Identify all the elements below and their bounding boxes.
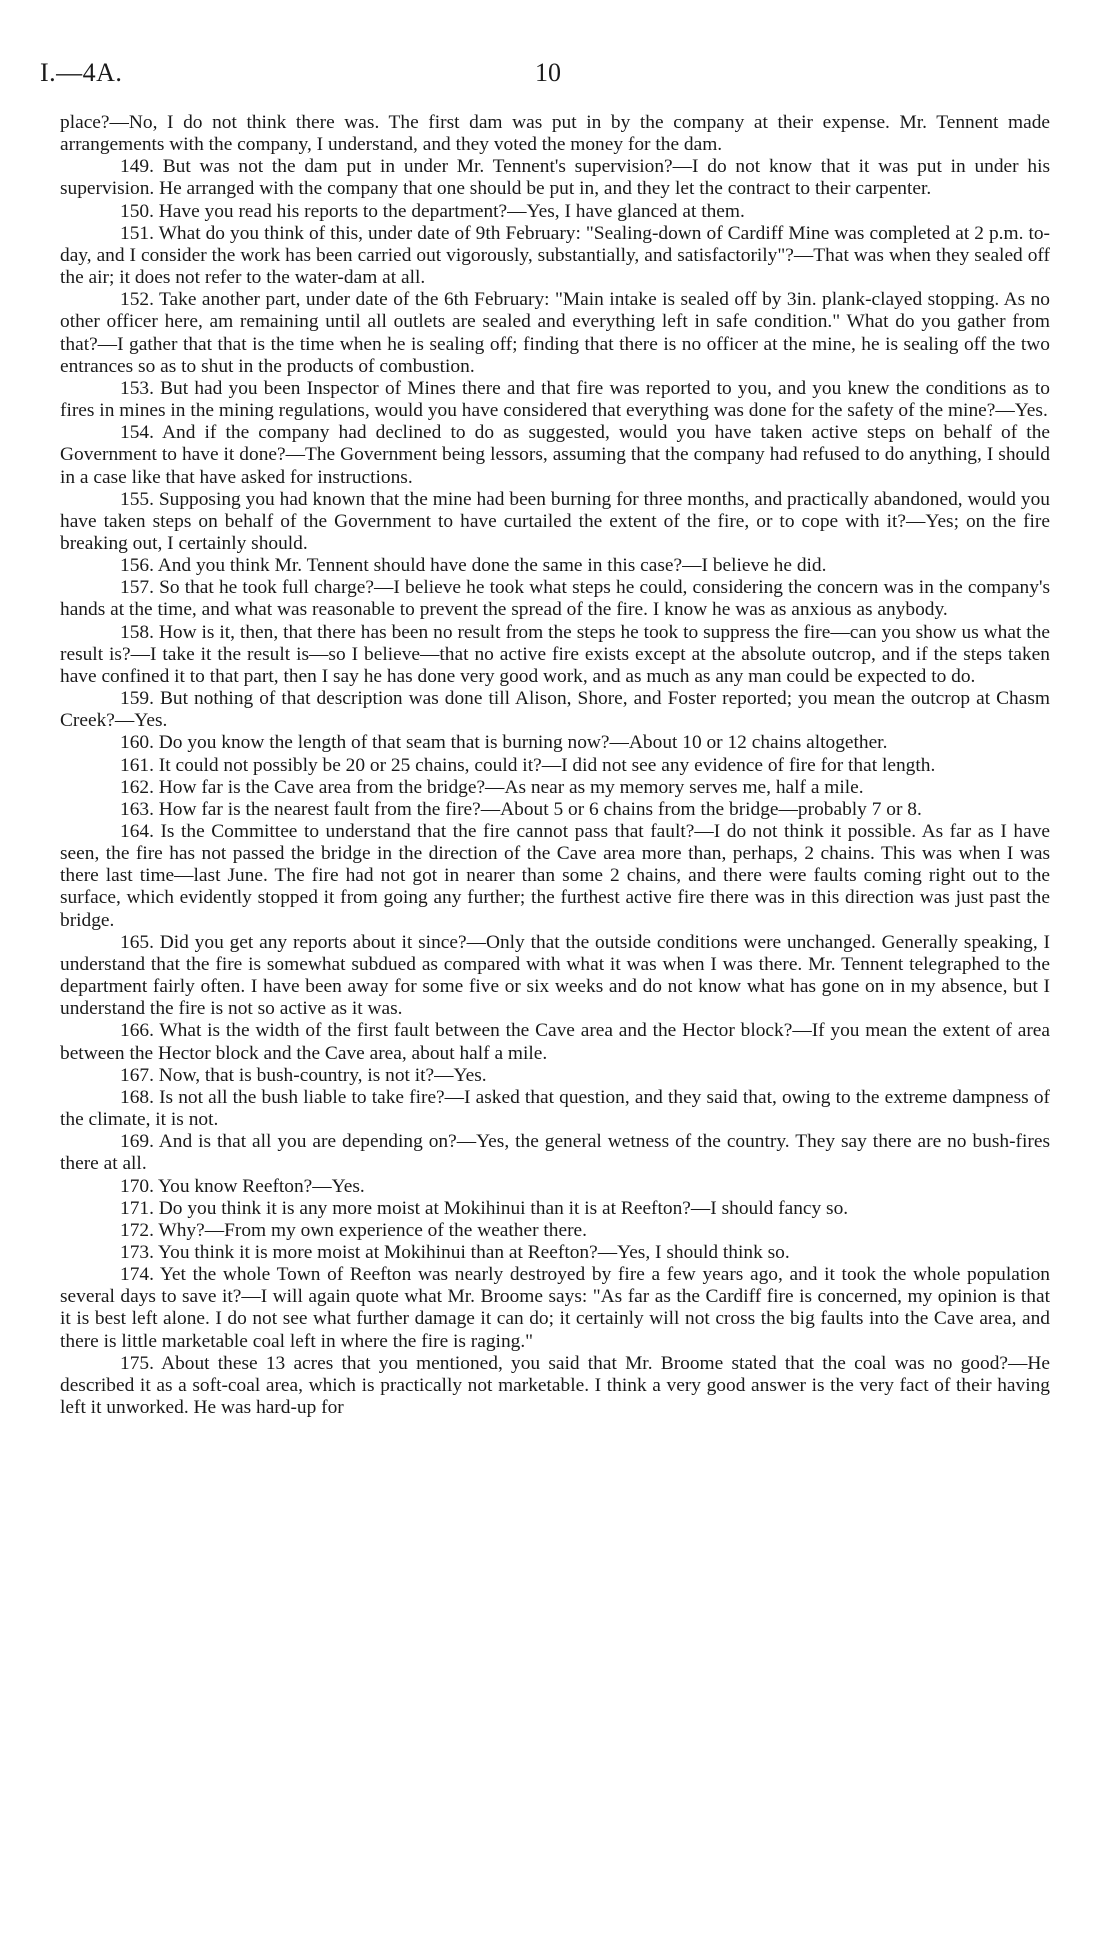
- body-text: [60, 112, 1050, 1419]
- paragraph: 172. Why?—From my own experience of the weather there.: [120, 1219, 588, 1241]
- paragraph: 151. What do you think of this, under date of 9th February: "Sealing-down of Cardiff Mine was completed at 2 p.m. to-day, and I consider the work has been carried out vigorously, substantially, and satisfactorily"?—That was when they sealed off the air; it does not refer to the water-dam at all.: [60, 222, 1050, 289]
- paragraph: 173. You think it is more moist at Mokihinui than at Reefton?—Yes, I should think so.: [120, 1241, 790, 1263]
- paragraph: 157. So that he took full charge?—I believe he took what steps he could, considering the concern was in the company's hands at the time, and what was reasonable to prevent the spread of the fire. I know he was as anxious as anybody.: [60, 577, 1050, 621]
- page-number: 10: [535, 58, 561, 87]
- paragraph: 168. Is not all the bush liable to take fire?—I asked that question, and they said that, owing to the extreme dampness of the climate, it is not.: [60, 1086, 1050, 1131]
- paragraph: 153. But had you been Inspector of Mines there and that fire was reported to you, and you knew the conditions as to fires in mines in the mining regulations, would you have considered that everything was done for the safety of the mine?—Yes.: [60, 377, 1050, 422]
- paragraph: 160. Do you know the length of that seam that is burning now?—About 10 or 12 chains altogether.: [120, 732, 888, 754]
- paragraph: 161. It could not possibly be 20 or 25 chains, could it?—I did not see any evidence of fire for that length.: [120, 754, 936, 776]
- paragraph: 165. Did you get any reports about it since?—Only that the outside conditions were unchanged. Generally speaking, I understand that the fire is somewhat subdued as compared with what it was when I was there. Mr. Tennent telegraphed to the department fairly often. I have been away for some five or six weeks and do not know what has gone on in my absence, but I understand the fire is not so active as it was.: [60, 931, 1050, 1020]
- paragraph: 174. Yet the whole Town of Reefton was nearly destroyed by fire a few years ago, and it took the whole population several days to save it?—I will again quote what Mr. Broome says: "As far as the Cardiff fire is concerned, my opinion is that it is best left alone. I do not see what further damage it can do; it certainly will not cross the big faults into the Cave area, and there is little marketable coal left in where the fire is raging.": [60, 1264, 1050, 1352]
- paragraph: 163. How far is the nearest fault from the fire?—About 5 or 6 chains from the bridge—probably 7 or 8.: [120, 798, 922, 820]
- document-page: [40, 50, 1050, 1419]
- document-reference: I.—4A.: [40, 58, 123, 87]
- paragraph: 169. And is that all you are depending on?—Yes, the general wetness of the country. They say there are no bush-fires there at all.: [60, 1131, 1050, 1175]
- paragraph: 150. Have you read his reports to the department?—Yes, I have glanced at them.: [120, 200, 745, 222]
- paragraph: 158. How is it, then, that there has been no result from the steps he took to suppress the fire—can you show us what the result is?—I take it the result is—so I believe—that no active fire exists except at the absolute outcrop, and if the steps taken have confined it to that part, then I say he has done very good work, and as much as any man could be expected to do.: [60, 621, 1050, 687]
- paragraph: 164. Is the Committee to understand that the fire cannot pass that fault?—I do not think it possible. As far as I have seen, the fire has not passed the bridge in the direction of the Cave area more than, perhaps, 2 chains. This was when I was there last time—last June. The fire had not got in nearer than some 2 chains, and there were faults coming right out to the surface, which evidently stopped it from going any further; the furthest active fire there was in this direction was just past the bridge.: [60, 821, 1050, 931]
- paragraph: 155. Supposing you had known that the mine had been burning for three months, and practically abandoned, would you have taken steps on behalf of the Government to have curtailed the extent of the fire, or to cope with it?—Yes; on the fire breaking out, I certainly should.: [60, 488, 1050, 554]
- paragraph: 149. But was not the dam put in under Mr. Tennent's supervision?—I do not know that it was put in under his supervision. He arranged with the company that one should be put in, and they let the contract to their carpenter.: [60, 156, 1050, 200]
- paragraph: 159. But nothing of that description was done till Alison, Shore, and Foster reported; you mean the outcrop at Chasm Creek?—Yes.: [60, 688, 1050, 732]
- paragraph: 156. And you think Mr. Tennent should have done the same in this case?—I believe he did.: [120, 555, 827, 577]
- paragraph: 152. Take another part, under date of the 6th February: "Main intake is sealed off by 3in. plank-clayed stopping. As no other officer here, am remaining until all outlets are sealed and everything left in safe condition." What do you gather from that?—I gather that that is the time when he is sealing off; finding that there is no officer at the mine, he is sealing off the two entrances so as to shut in the products of combustion.: [60, 289, 1050, 377]
- paragraph: 162. How far is the Cave area from the bridge?—As near as my memory serves me, half a mile.: [120, 776, 864, 798]
- paragraph: 171. Do you think it is any more moist at Mokihinui than it is at Reefton?—I should fancy so.: [120, 1197, 849, 1219]
- paragraph: place?—No, I do not think there was. The first dam was put in by the company at their expense. Mr. Tennent made arrangements with the company, I understand, and they voted the money for the dam.: [60, 112, 1050, 156]
- paragraph: 170. You know Reefton?—Yes.: [120, 1175, 365, 1197]
- paragraph: 166. What is the width of the first fault between the Cave area and the Hector block?—If you mean the extent of area between the Hector block and the Cave area, about half a mile.: [60, 1020, 1050, 1064]
- paragraph: 167. Now, that is bush-country, is not it?—Yes.: [120, 1064, 487, 1086]
- paragraph: 175. About these 13 acres that you mentioned, you said that Mr. Broome stated that the coal was no good?—He described it as a soft-coal area, which is practically not marketable. I think a very good answer is the very fact of their having left it unworked. He was hard-up for: [60, 1352, 1050, 1419]
- paragraph: 154. And if the company had declined to do as suggested, would you have taken active steps on behalf of the Government to have it done?—The Government being lessors, assuming that the company had refused to do anything, I should in a case like that have asked for instructions.: [60, 422, 1050, 488]
- page-header: [40, 50, 1050, 94]
